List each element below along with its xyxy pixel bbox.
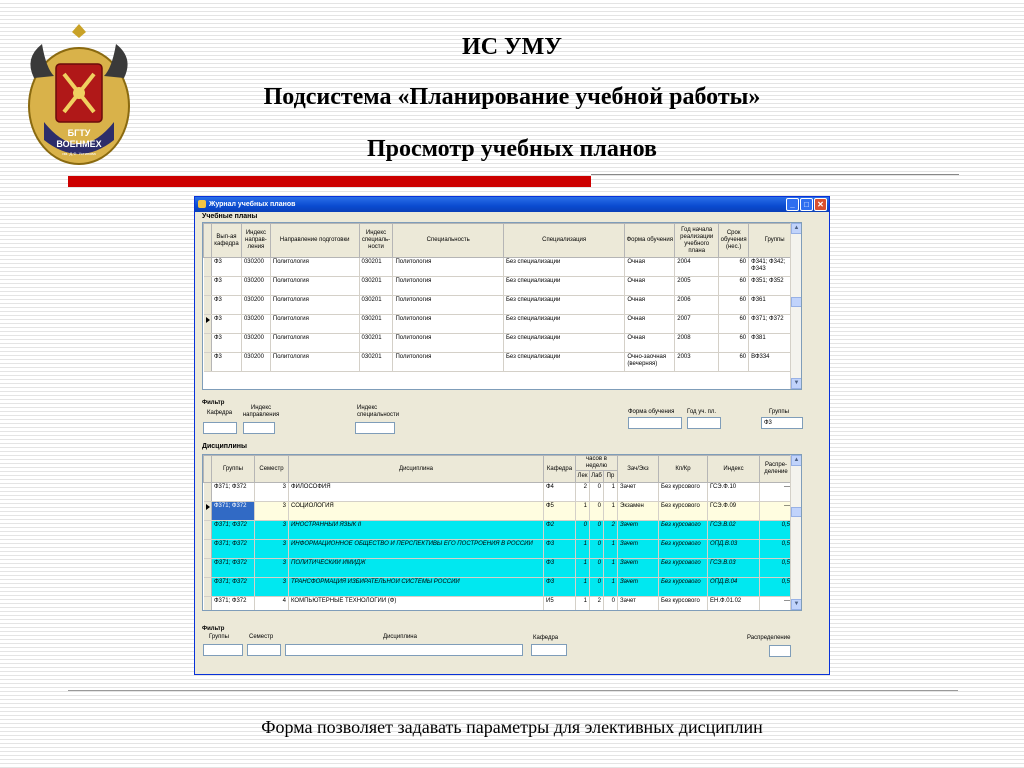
plans-cell-dept[interactable]: Ф3 xyxy=(211,315,241,334)
plans-table-row[interactable] xyxy=(204,277,801,296)
filter-spec-index-label: Индекс специальности xyxy=(357,405,400,418)
app-icon xyxy=(198,200,206,208)
disc-cell-kp[interactable]: Без курсового xyxy=(659,559,708,578)
plans-journal-window xyxy=(194,196,830,675)
window-titlebar[interactable] xyxy=(195,197,829,212)
plans-col-year[interactable]: Год начала реализации учебного плана xyxy=(675,224,719,258)
plans-cell-specialty[interactable]: Политология xyxy=(393,315,503,334)
plans-table-row[interactable] xyxy=(204,296,801,315)
disc-cell-exam[interactable]: Зачет xyxy=(618,578,659,597)
plans-cell-specialization[interactable]: Без специализации xyxy=(503,277,624,296)
filter-form-input[interactable] xyxy=(628,417,682,429)
disc-cell-groups[interactable]: Ф371; Ф372 xyxy=(212,483,255,502)
plans-section-label: Учебные планы xyxy=(202,213,258,220)
plans-cell-groups[interactable]: Ф371; Ф372 xyxy=(749,315,801,334)
plans-filter-label: Фильтр xyxy=(202,400,225,406)
plans-cell-groups[interactable]: ВФ334 xyxy=(749,353,801,372)
filter2-semester-label: Семестр xyxy=(249,634,274,640)
filter2-groups-label: Группы xyxy=(209,634,229,640)
disc-cell-semester[interactable]: 3 xyxy=(255,540,289,559)
disc-cell-index[interactable]: ГСЭ.Ф.09 xyxy=(708,502,760,521)
filter2-discipline-input[interactable] xyxy=(285,644,523,656)
filter2-dept-label: Кафедра xyxy=(533,635,559,641)
disc-cell-index[interactable]: ГСЭ.В.02 xyxy=(708,521,760,540)
disc-cell-index[interactable]: ЕН.Ф.01.02 xyxy=(708,597,760,612)
row-indicator[interactable] xyxy=(204,315,212,334)
disc-cell-lec[interactable]: 0 xyxy=(576,521,590,540)
filter2-distribution-input[interactable] xyxy=(769,645,791,657)
plans-grid[interactable] xyxy=(202,222,802,390)
plans-cell-spec-index[interactable]: 030201 xyxy=(359,296,393,315)
disc-cell-exam[interactable]: Зачет xyxy=(618,540,659,559)
disc-cell-distribution[interactable]: 0,5 xyxy=(760,540,793,559)
disc-col-lab[interactable]: Лаб xyxy=(590,471,604,483)
plans-table-row[interactable] xyxy=(204,258,801,277)
scroll-up-icon[interactable]: ▲ xyxy=(791,223,802,234)
disc-cell-distribution[interactable]: 0,5 xyxy=(760,559,793,578)
disc-cell-groups[interactable]: Ф371; Ф372 xyxy=(212,597,255,612)
disc-col-semester[interactable]: Семестр xyxy=(255,456,289,483)
plans-cell-direction[interactable]: Политология xyxy=(270,296,359,315)
disc-cell-index[interactable]: ГСЭ.Ф.10 xyxy=(708,483,760,502)
plans-cell-dept[interactable]: Ф3 xyxy=(211,258,241,277)
disc-col-discipline[interactable]: Дисциплина xyxy=(289,456,544,483)
disc-cell-pr[interactable]: 1 xyxy=(604,559,618,578)
disc-cell-lab[interactable]: 0 xyxy=(590,483,604,502)
plans-table-row[interactable] xyxy=(204,353,801,372)
plans-cell-form[interactable]: Очная xyxy=(625,334,675,353)
plans-cell-specialty[interactable]: Политология xyxy=(393,296,503,315)
row-indicator[interactable] xyxy=(204,521,212,540)
minimize-button[interactable]: _ xyxy=(786,198,799,211)
plans-cell-form[interactable]: Очная xyxy=(625,296,675,315)
disc-cell-discipline[interactable]: ТРАНСФОРМАЦИЯ ИЗБИРАТЕЛЬНОЙ СИСТЕМЫ РОССИИ xyxy=(289,578,544,597)
plans-cell-spec-index[interactable]: 030201 xyxy=(359,258,393,277)
plans-col-groups[interactable]: Группы xyxy=(749,224,801,258)
current-row-arrow-icon xyxy=(206,504,210,510)
disc-cell-exam[interactable]: Зачет xyxy=(618,521,659,540)
slide-caption: Форма позволяет задавать параметры для элективных дисциплин xyxy=(261,717,763,737)
row-indicator[interactable] xyxy=(204,597,212,612)
row-indicator[interactable] xyxy=(204,277,212,296)
disc-cell-kp[interactable]: Без курсового xyxy=(659,521,708,540)
plans-cell-year[interactable]: 2005 xyxy=(675,277,719,296)
row-indicator[interactable] xyxy=(204,540,212,559)
disciplines-grid[interactable] xyxy=(202,454,802,611)
plans-cell-year[interactable]: 2003 xyxy=(675,353,719,372)
filter-form-label: Форма обучения xyxy=(628,409,675,415)
plans-cell-spec-index[interactable]: 030201 xyxy=(359,353,393,372)
current-row-arrow-icon xyxy=(206,317,210,323)
row-indicator[interactable] xyxy=(204,502,212,521)
plans-cell-term[interactable]: 60 xyxy=(719,258,749,277)
row-indicator[interactable] xyxy=(204,334,212,353)
accent-bar xyxy=(68,176,591,187)
disc-cell-pr[interactable]: 1 xyxy=(604,540,618,559)
disc-cell-lec[interactable]: 1 xyxy=(576,597,590,612)
disciplines-table-row[interactable] xyxy=(204,578,793,597)
disc-col-groups[interactable]: Группы xyxy=(212,456,255,483)
disciplines-table-row[interactable] xyxy=(204,521,793,540)
plans-cell-specialty[interactable]: Политология xyxy=(393,277,503,296)
disc-cell-groups[interactable]: Ф371; Ф372 xyxy=(212,540,255,559)
filter2-groups-input[interactable] xyxy=(203,644,243,656)
plans-cell-dept[interactable]: Ф3 xyxy=(211,334,241,353)
scroll-up-icon[interactable]: ▲ xyxy=(791,455,802,466)
disciplines-section-label: Дисциплины xyxy=(202,443,247,450)
plans-cell-form[interactable]: Очно-заочная (вечерняя) xyxy=(625,353,675,372)
plans-cell-specialization[interactable]: Без специализации xyxy=(503,315,624,334)
filter-dir-index-label: Индекс направления xyxy=(242,405,280,418)
disc-cell-dept[interactable]: И5 xyxy=(544,597,576,612)
plans-cell-groups[interactable]: Ф361 xyxy=(749,296,801,315)
filter-dept-input[interactable] xyxy=(203,422,237,434)
plans-col-direction[interactable]: Направление подготовки xyxy=(270,224,359,258)
disciplines-vertical-scrollbar[interactable] xyxy=(790,455,801,610)
disc-cell-pr[interactable]: 1 xyxy=(604,502,618,521)
disc-cell-dept[interactable]: Ф2 xyxy=(544,521,576,540)
disc-cell-discipline[interactable]: СОЦИОЛОГИЯ xyxy=(289,502,544,521)
filter-groups-input[interactable]: Ф3 xyxy=(761,417,803,429)
disc-col-pr[interactable]: Пр xyxy=(604,471,618,483)
disc-cell-pr[interactable]: 1 xyxy=(604,483,618,502)
plans-cell-specialty[interactable]: Политология xyxy=(393,353,503,372)
plans-cell-year[interactable]: 2004 xyxy=(675,258,719,277)
disc-cell-pr[interactable]: 0 xyxy=(604,597,618,612)
plans-cell-specialization[interactable]: Без специализации xyxy=(503,334,624,353)
plans-cell-term[interactable]: 60 xyxy=(719,334,749,353)
plans-vertical-scrollbar[interactable] xyxy=(790,223,801,389)
divider-bottom xyxy=(68,690,958,691)
disc-cell-semester[interactable]: 3 xyxy=(255,521,289,540)
plans-cell-specialty[interactable]: Политология xyxy=(393,258,503,277)
plans-cell-specialization[interactable]: Без специализации xyxy=(503,296,624,315)
disc-cell-exam[interactable]: Зачет xyxy=(618,597,659,612)
emblem-text-3: им. Д.Ф. Устинова xyxy=(62,151,96,156)
row-indicator[interactable] xyxy=(204,559,212,578)
plans-cell-dir-index[interactable]: 030200 xyxy=(241,277,270,296)
plans-cell-groups[interactable]: Ф341; Ф342; Ф343 xyxy=(749,258,801,277)
disc-cell-groups[interactable]: Ф371; Ф372 xyxy=(212,578,255,597)
disc-cell-semester[interactable]: 3 xyxy=(255,559,289,578)
disc-cell-dept[interactable]: Ф3 xyxy=(544,578,576,597)
disciplines-table-row[interactable] xyxy=(204,502,793,521)
emblem-text-2: ВОЕНМЕХ xyxy=(56,139,102,149)
scroll-down-icon[interactable]: ▼ xyxy=(791,599,802,610)
disc-cell-distribution[interactable]: — xyxy=(760,502,793,521)
disc-cell-lec[interactable]: 1 xyxy=(576,540,590,559)
plans-col-specialization[interactable]: Специализация xyxy=(503,224,624,258)
row-indicator[interactable] xyxy=(204,578,212,597)
filter2-dept-input[interactable] xyxy=(531,644,567,656)
disciplines-table-row[interactable] xyxy=(204,540,793,559)
disc-cell-distribution[interactable]: 0,5 xyxy=(760,521,793,540)
disc-col-dept[interactable]: Кафедра xyxy=(544,456,576,483)
disc-header-indicator xyxy=(204,456,212,483)
plans-cell-term[interactable]: 60 xyxy=(719,315,749,334)
scroll-down-icon[interactable]: ▼ xyxy=(791,378,802,389)
disc-cell-lec[interactable]: 1 xyxy=(576,578,590,597)
disc-cell-dept[interactable]: Ф4 xyxy=(544,483,576,502)
disc-cell-exam[interactable]: Зачет xyxy=(618,559,659,578)
filter-year-input[interactable] xyxy=(687,417,721,429)
disc-cell-groups[interactable]: Ф371; Ф372 xyxy=(212,559,255,578)
plans-cell-year[interactable]: 2007 xyxy=(675,315,719,334)
plans-cell-form[interactable]: Очная xyxy=(625,277,675,296)
disc-cell-lab[interactable]: 0 xyxy=(590,502,604,521)
filter2-distribution-label: Распределение xyxy=(747,635,791,641)
filter-groups-label: Группы xyxy=(769,409,789,415)
disc-col-lec[interactable]: Лек xyxy=(576,471,590,483)
disc-cell-kp[interactable]: Без курсового xyxy=(659,578,708,597)
maximize-button[interactable]: □ xyxy=(800,198,813,211)
plans-cell-term[interactable]: 60 xyxy=(719,296,749,315)
plans-cell-dept[interactable]: Ф3 xyxy=(211,353,241,372)
disc-cell-lab[interactable]: 0 xyxy=(590,540,604,559)
plans-cell-groups[interactable]: Ф351; Ф352 xyxy=(749,277,801,296)
plans-cell-dir-index[interactable]: 030200 xyxy=(241,353,270,372)
row-indicator[interactable] xyxy=(204,353,212,372)
disc-cell-dept[interactable]: Ф5 xyxy=(544,502,576,521)
disc-cell-semester[interactable]: 3 xyxy=(255,483,289,502)
plans-cell-direction[interactable]: Политология xyxy=(270,353,359,372)
row-indicator[interactable] xyxy=(204,296,212,315)
disciplines-table-row[interactable] xyxy=(204,483,793,502)
disc-cell-semester[interactable]: 3 xyxy=(255,578,289,597)
disc-cell-lab[interactable]: 0 xyxy=(590,559,604,578)
disc-col-distribution[interactable]: Распре-деление xyxy=(760,456,793,483)
row-indicator[interactable] xyxy=(204,483,212,502)
filter-year-label: Год уч. пл. xyxy=(687,409,717,415)
filter-spec-index-input[interactable] xyxy=(355,422,395,434)
scroll-thumb[interactable] xyxy=(791,507,802,517)
close-button[interactable]: ✕ xyxy=(814,198,827,211)
plans-cell-specialty[interactable]: Политология xyxy=(393,334,503,353)
disc-col-index[interactable]: Индекс xyxy=(708,456,760,483)
disc-cell-discipline[interactable]: ФИЛОСОФИЯ xyxy=(289,483,544,502)
disc-cell-exam[interactable]: Зачет xyxy=(618,483,659,502)
plans-col-specialty[interactable]: Специальность xyxy=(393,224,503,258)
disc-cell-exam[interactable]: Экзамен xyxy=(618,502,659,521)
disc-cell-discipline[interactable]: ИНФОРМАЦИОННОЕ ОБЩЕСТВО И ПЕРСПЕКТИВЫ ЕГО ПОСТРОЕНИЯ В РОССИИ xyxy=(289,540,544,559)
filter2-semester-input[interactable] xyxy=(247,644,281,656)
disc-cell-semester[interactable]: 4 xyxy=(255,597,289,612)
plans-cell-dept[interactable]: Ф3 xyxy=(211,296,241,315)
university-emblem-icon xyxy=(24,18,134,168)
slide-subtitle: Подсистема «Планирование учебной работы» xyxy=(263,84,761,110)
plans-cell-direction[interactable]: Политология xyxy=(270,277,359,296)
disc-cell-index[interactable]: ОПД.В.04 xyxy=(708,578,760,597)
plans-cell-direction[interactable]: Политология xyxy=(270,258,359,277)
plans-table-row[interactable] xyxy=(204,315,801,334)
scroll-thumb[interactable] xyxy=(791,297,802,307)
plans-col-dept[interactable]: Вып-ая кафедра xyxy=(211,224,241,258)
plans-cell-direction[interactable]: Политология xyxy=(270,315,359,334)
disc-cell-index[interactable]: ОПД.В.03 xyxy=(708,540,760,559)
disc-cell-lec[interactable]: 1 xyxy=(576,502,590,521)
plans-cell-year[interactable]: 2008 xyxy=(675,334,719,353)
plans-cell-spec-index[interactable]: 030201 xyxy=(359,315,393,334)
disc-cell-dept[interactable]: Ф3 xyxy=(544,540,576,559)
plans-cell-spec-index[interactable]: 030201 xyxy=(359,277,393,296)
disc-col-kp[interactable]: Кп/Кр xyxy=(659,456,708,483)
disc-cell-index[interactable]: ГСЭ.В.03 xyxy=(708,559,760,578)
plans-cell-spec-index[interactable]: 030201 xyxy=(359,334,393,353)
disc-cell-pr[interactable]: 2 xyxy=(604,521,618,540)
plans-col-form[interactable]: Форма обучения xyxy=(625,224,675,258)
plans-col-term[interactable]: Срок обучения (нес.) xyxy=(719,224,749,258)
slide-heading: Просмотр учебных планов xyxy=(366,136,658,162)
disc-cell-kp[interactable]: Без курсового xyxy=(659,483,708,502)
plans-cell-form[interactable]: Очная xyxy=(625,315,675,334)
disciplines-table-row[interactable] xyxy=(204,559,793,578)
plans-col-dir-index[interactable]: Индекс направ-ления xyxy=(241,224,270,258)
plans-cell-dir-index[interactable]: 030200 xyxy=(241,315,270,334)
disc-cell-lab[interactable]: 0 xyxy=(590,578,604,597)
plans-cell-term[interactable]: 60 xyxy=(719,277,749,296)
plans-cell-direction[interactable]: Политология xyxy=(270,334,359,353)
plans-cell-dept[interactable]: Ф3 xyxy=(211,277,241,296)
disc-cell-distribution[interactable]: — xyxy=(760,483,793,502)
disc-cell-kp[interactable]: Без курсового xyxy=(659,502,708,521)
disc-cell-discipline[interactable]: ИНОСТРАННЫЙ ЯЗЫК II xyxy=(289,521,544,540)
filter-dir-index-input[interactable] xyxy=(243,422,275,434)
slide-title: ИС УМУ xyxy=(462,34,562,60)
plans-col-spec-index[interactable]: Индекс специаль-ности xyxy=(359,224,393,258)
disc-cell-distribution[interactable]: — xyxy=(760,597,793,612)
plans-header-indicator xyxy=(204,224,212,258)
plans-cell-specialization[interactable]: Без специализации xyxy=(503,258,624,277)
disc-cell-lec[interactable]: 2 xyxy=(576,483,590,502)
plans-cell-year[interactable]: 2006 xyxy=(675,296,719,315)
disc-cell-semester[interactable]: 3 xyxy=(255,502,289,521)
plans-cell-term[interactable]: 60 xyxy=(719,353,749,372)
disc-cell-lab[interactable]: 2 xyxy=(590,597,604,612)
window-title: Журнал учебных планов xyxy=(209,201,296,208)
disc-cell-kp[interactable]: Без курсового xyxy=(659,597,708,612)
disc-cell-groups[interactable]: Ф371; Ф372 xyxy=(212,521,255,540)
plans-table-row[interactable] xyxy=(204,334,801,353)
disciplines-table-row[interactable] xyxy=(204,597,793,612)
plans-cell-form[interactable]: Очная xyxy=(625,258,675,277)
disc-cell-dept[interactable]: Ф3 xyxy=(544,559,576,578)
plans-cell-dir-index[interactable]: 030200 xyxy=(241,258,270,277)
filter2-discipline-label: Дисциплина xyxy=(383,634,417,640)
disc-col-exam[interactable]: Зач/Экз xyxy=(618,456,659,483)
emblem-text-1: БГТУ xyxy=(67,128,91,138)
disc-cell-discipline[interactable]: КОМПЬЮТЕРНЫЕ ТЕХНОЛОГИИ (Ф) xyxy=(289,597,544,612)
divider-top xyxy=(591,174,959,175)
disc-cell-distribution[interactable]: 0,5 xyxy=(760,578,793,597)
disc-cell-lab[interactable]: 0 xyxy=(590,521,604,540)
filter-dept-label: Кафедра xyxy=(207,410,233,416)
row-indicator[interactable] xyxy=(204,258,212,277)
disc-col-hours[interactable]: часов в неделю xyxy=(576,456,618,471)
disciplines-filter-label: Фильтр xyxy=(202,626,225,632)
plans-cell-specialization[interactable]: Без специализации xyxy=(503,353,624,372)
disc-cell-kp[interactable]: Без курсового xyxy=(659,540,708,559)
disc-cell-lec[interactable]: 1 xyxy=(576,559,590,578)
plans-cell-dir-index[interactable]: 030200 xyxy=(241,334,270,353)
plans-cell-groups[interactable]: Ф381 xyxy=(749,334,801,353)
disc-cell-groups[interactable]: Ф371; Ф372 xyxy=(212,502,255,521)
disc-cell-discipline[interactable]: ПОЛИТИЧЕСКИЙ ИМИДЖ xyxy=(289,559,544,578)
disc-cell-pr[interactable]: 1 xyxy=(604,578,618,597)
plans-cell-dir-index[interactable]: 030200 xyxy=(241,296,270,315)
